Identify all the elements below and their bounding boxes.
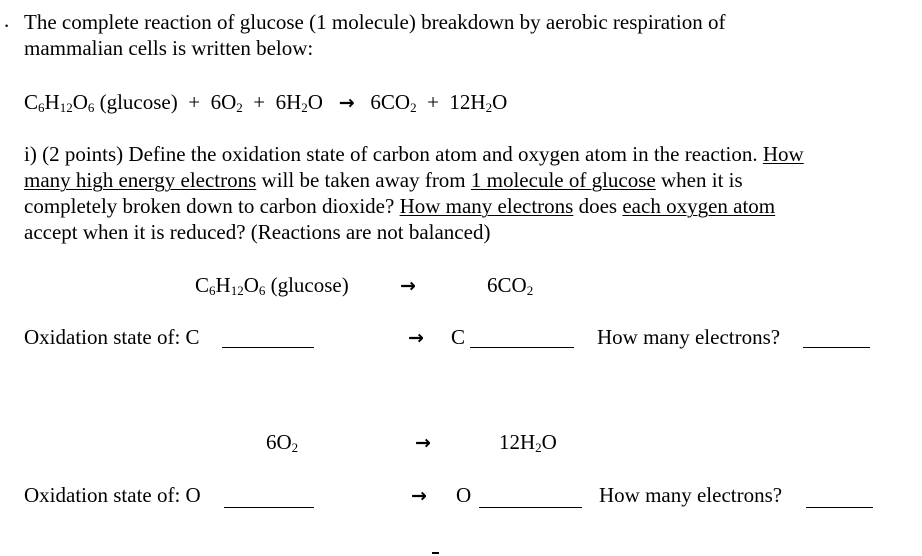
- right-arrow-icon: →: [415, 432, 431, 454]
- overall-equation: [24, 92, 507, 113]
- oxygen-electrons-blank[interactable]: [806, 506, 873, 508]
- carbon-product-blank[interactable]: [470, 346, 574, 348]
- oxygen-reactant: $6O_2$: [210, 90, 243, 115]
- carbon-product-atom: C: [451, 325, 466, 349]
- water-product: $12H_2O$: [449, 90, 508, 115]
- plus-sign: +: [253, 90, 266, 114]
- carbon-electrons-label: How many electrons?: [597, 325, 781, 349]
- bullet: .: [4, 8, 10, 32]
- glucose-reactant: $C_6H_{12}O_6$ (glucose): [195, 273, 349, 298]
- right-arrow-icon: →: [411, 485, 427, 507]
- stray-mark: [432, 552, 439, 554]
- oxygen-product-blank[interactable]: [479, 506, 582, 508]
- intro-line-2: mammalian cells is written below:: [24, 36, 314, 60]
- question-line-4: accept when it is reduced? (Reactions are not balanced): [24, 220, 491, 244]
- oxygen-product-atom: O: [456, 483, 472, 507]
- right-arrow-icon: →: [408, 327, 424, 349]
- oxygen-oxidation-label: Oxidation state of: O: [24, 483, 201, 507]
- question-line-1: i) (2 points) Define the oxidation state of carbon atom and oxygen atom in the reaction. How: [24, 142, 804, 166]
- carbon-reactant-blank[interactable]: [222, 346, 314, 348]
- plus-sign: +: [188, 90, 201, 114]
- water-reactant: $6H_2O$: [275, 90, 323, 115]
- right-arrow-icon: →: [338, 92, 355, 114]
- oxygen-reactant: $6O_2$: [266, 430, 299, 455]
- co2-product: $6CO_2$: [487, 273, 534, 298]
- intro-line-1: The complete reaction of glucose (1 molecule) breakdown by aerobic respiration of: [24, 10, 726, 34]
- right-arrow-icon: →: [400, 275, 416, 297]
- carbon-electrons-blank[interactable]: [803, 346, 870, 348]
- oxygen-electrons-label: How many electrons?: [599, 483, 783, 507]
- question-line-3: completely broken down to carbon dioxide? How many electrons does each oxygen atom: [24, 194, 776, 218]
- water-product: $12H_2O$: [499, 430, 557, 455]
- glucose-formula: $C_6H_{12}O_6$: [24, 90, 95, 115]
- oxygen-reactant-blank[interactable]: [224, 506, 314, 508]
- carbon-oxidation-label: Oxidation state of: C: [24, 325, 200, 349]
- glucose-label: (glucose): [99, 90, 178, 114]
- plus-sign: +: [427, 90, 439, 114]
- co2-product: $6CO_2$: [370, 90, 417, 115]
- question-line-2: many high energy electrons will be taken away from 1 molecule of glucose when it is: [24, 168, 743, 192]
